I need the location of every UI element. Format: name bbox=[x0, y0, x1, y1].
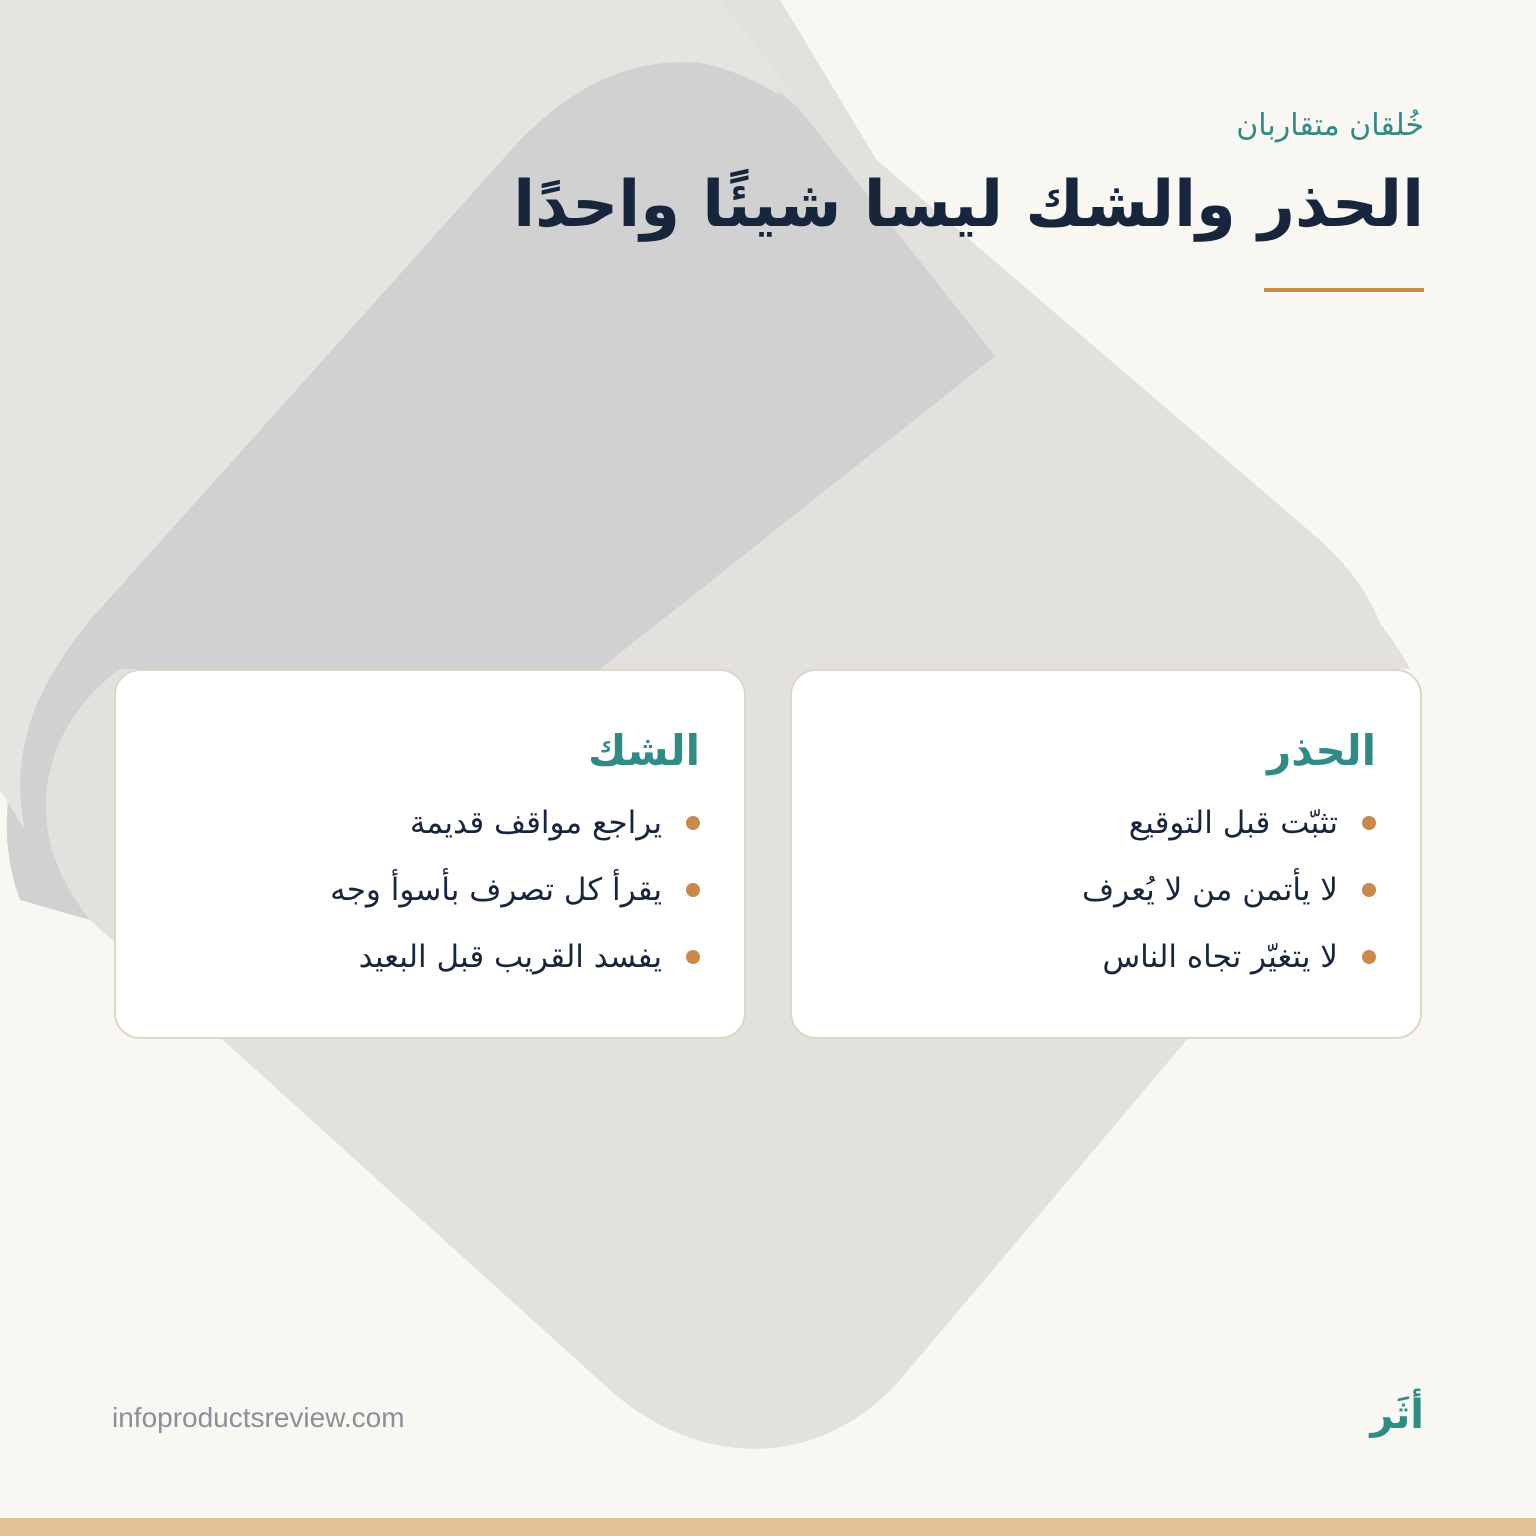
slide-kicker: خُلقان متقاربان bbox=[1236, 108, 1424, 143]
caution-list bbox=[836, 801, 1376, 979]
list-item bbox=[160, 935, 700, 979]
list-item-text: لا يأتمن من لا يُعرف bbox=[1081, 872, 1338, 908]
card-caution bbox=[790, 669, 1422, 1039]
card-doubt bbox=[114, 669, 746, 1039]
list-item bbox=[836, 801, 1376, 845]
list-item bbox=[836, 868, 1376, 912]
list-item-text: يراجع مواقف قديمة bbox=[409, 805, 662, 841]
list-item bbox=[160, 868, 700, 912]
bullet-dot-icon bbox=[686, 950, 700, 964]
list-item-text: يفسد القريب قبل البعيد bbox=[358, 939, 662, 975]
list-item bbox=[836, 935, 1376, 979]
title-underline bbox=[1264, 288, 1424, 292]
bullet-dot-icon bbox=[686, 883, 700, 897]
bottom-accent-band bbox=[0, 1518, 1536, 1536]
list-item-text: يقرأ كل تصرف بأسوأ وجه bbox=[330, 872, 662, 908]
bullet-dot-icon bbox=[1362, 883, 1376, 897]
card-title-caution: الحذر bbox=[1267, 726, 1376, 775]
list-item bbox=[160, 801, 700, 845]
slide-title: الحذر والشك ليسا شيئًا واحدًا bbox=[513, 168, 1424, 242]
bullet-dot-icon bbox=[1362, 950, 1376, 964]
doubt-list bbox=[160, 801, 700, 979]
footer-url: infoproductsreview.com bbox=[112, 1402, 405, 1433]
bullet-dot-icon bbox=[686, 816, 700, 830]
list-item-text: تثبّت قبل التوقيع bbox=[1128, 805, 1338, 841]
card-title-doubt: الشك bbox=[587, 726, 700, 775]
brand-logo: أثَر bbox=[1370, 1392, 1424, 1438]
list-item-text: لا يتغيّر تجاه الناس bbox=[1102, 939, 1338, 975]
bullet-dot-icon bbox=[1362, 816, 1376, 830]
